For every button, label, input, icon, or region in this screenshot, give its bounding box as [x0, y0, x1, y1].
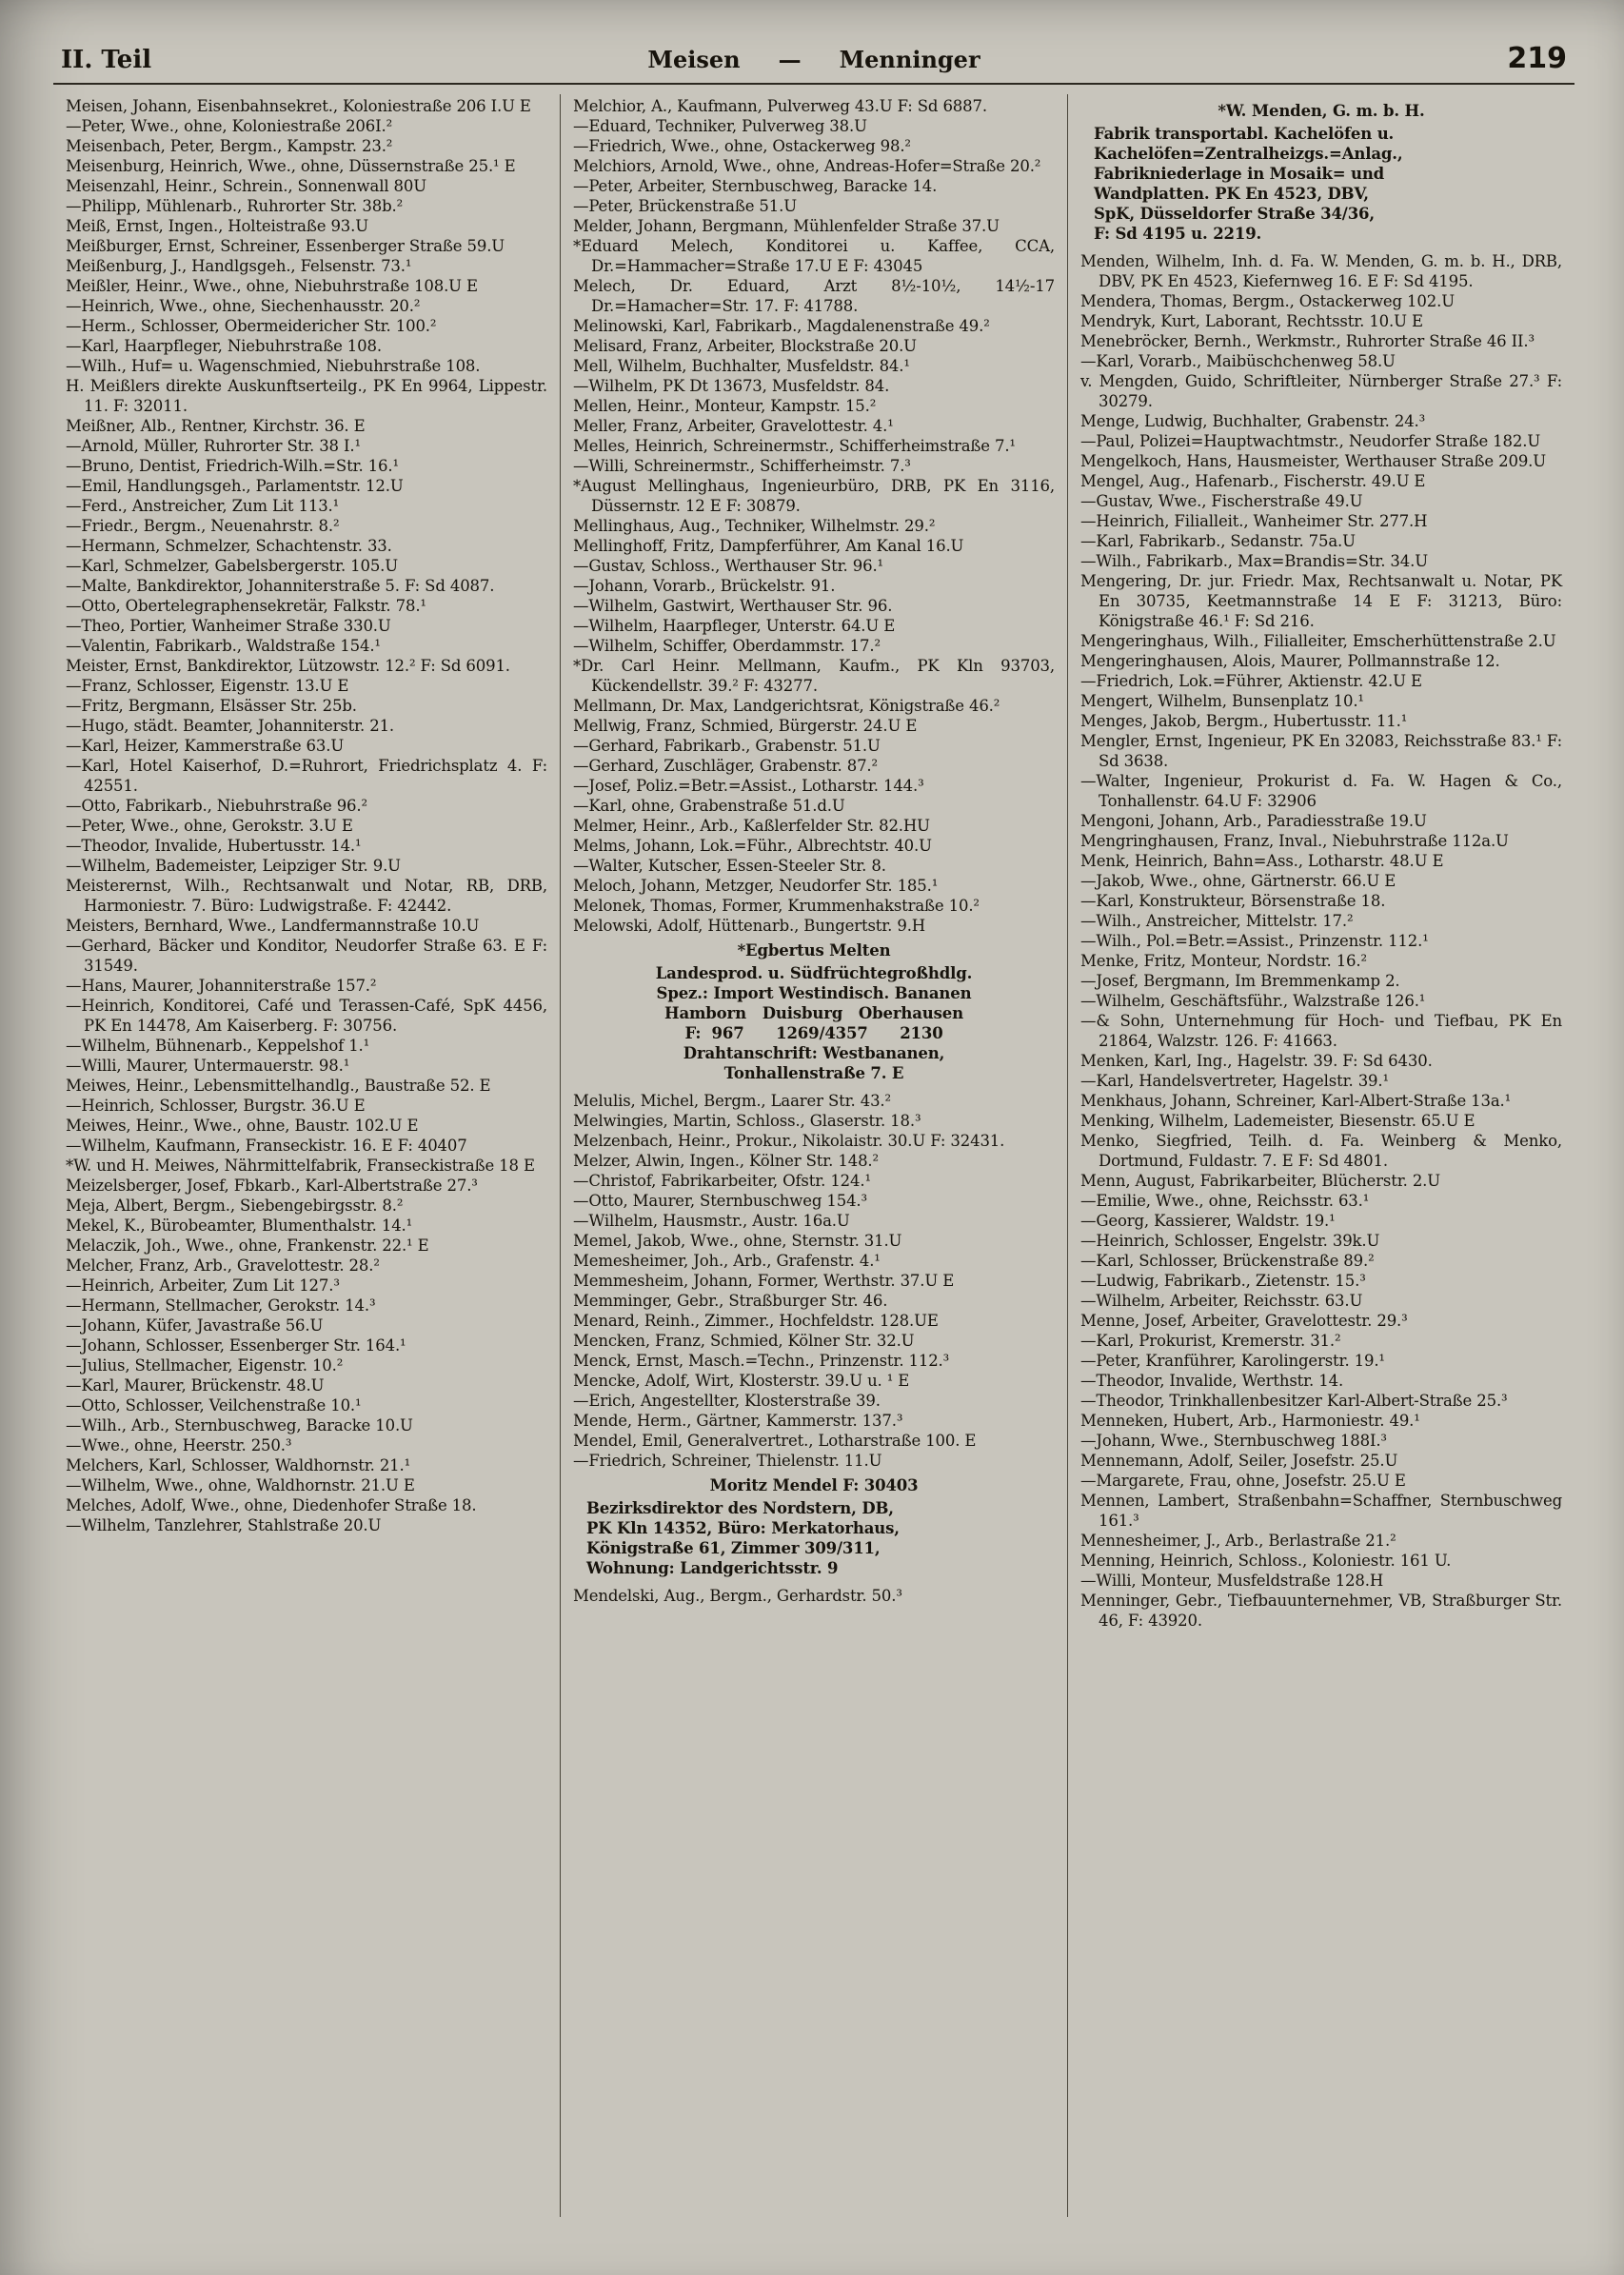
- directory-entry: Mencken, Franz, Schmied, Kölner Str. 32.U: [573, 1332, 915, 1350]
- directory-entry: Meißburger, Ernst, Schreiner, Essenberger Straße 59.U: [66, 237, 505, 255]
- directory-entry: —Gerhard, Fabrikarb., Grabenstr. 51.U: [573, 737, 881, 755]
- directory-entry: Melwingies, Martin, Schloss., Glaserstr. 18.³: [573, 1112, 921, 1130]
- directory-entry: —Wilh., Arb., Sternbuschweg, Baracke 10.U: [66, 1416, 413, 1434]
- ad-title: Moritz Mendel F: 30403: [709, 1476, 919, 1494]
- directory-entry: —Georg, Kassierer, Waldstr. 19.¹: [1080, 1212, 1336, 1230]
- directory-entry: Melaczik, Joh., Wwe., ohne, Frankenstr. 22.¹ E: [66, 1236, 429, 1255]
- ad-centered-line: Spez.: Import Westindisch. Bananen: [656, 984, 972, 1002]
- directory-entry: —Heinrich, Filialleit., Wanheimer Str. 277.H: [1080, 512, 1428, 530]
- directory-entry: Menne, Josef, Arbeiter, Gravelottestr. 29.³: [1080, 1312, 1408, 1330]
- directory-entry: Mengringhausen, Franz, Inval., Niebuhrstraße 112a.U: [1080, 832, 1509, 850]
- directory-entry: —Otto, Schlosser, Veilchenstraße 10.¹: [66, 1396, 362, 1414]
- directory-entry: Meloch, Johann, Metzger, Neudorfer Str. 185.¹: [573, 877, 939, 895]
- directory-entry: —& Sohn, Unternehmung für Hoch- und Tiefbau, PK En 21864, Walzstr. 126. F: 41663.: [1080, 1012, 1562, 1050]
- directory-entry: —Walter, Ingenieur, Prokurist d. Fa. W. Hagen & Co., Tonhallenstr. 64.U F: 32906: [1080, 772, 1562, 810]
- directory-entry: Menninger, Gebr., Tiefbauunternehmer, VB, Straßburger Str. 46, F: 43920.: [1080, 1592, 1562, 1630]
- ad-body-line: Bezirksdirektor des Nordstern, DB,: [586, 1499, 894, 1517]
- directory-entry: Mengelkoch, Hans, Hausmeister, Werthauser Straße 209.U: [1080, 452, 1547, 470]
- column-container: [53, 94, 1574, 2217]
- directory-entry: —Peter, Kranführer, Karolingerstr. 19.¹: [1080, 1352, 1385, 1370]
- directory-entry: Mennemann, Adolf, Seiler, Josefstr. 25.U: [1080, 1452, 1398, 1470]
- directory-entry: Melzenbach, Heinr., Prokur., Nikolaistr. 30.U F: 32431.: [573, 1132, 1005, 1150]
- directory-entry: Mengel, Aug., Hafenarb., Fischerstr. 49.U E: [1080, 472, 1426, 490]
- directory-entry: —Wilh., Pol.=Betr.=Assist., Prinzenstr. 112.¹: [1080, 932, 1429, 950]
- directory-entry: —Karl, Vorarb., Maibüschchenweg 58.U: [1080, 352, 1396, 370]
- directory-entry: —Erich, Angestellter, Klosterstraße 39.: [573, 1392, 881, 1410]
- directory-entry: Mengeringhausen, Alois, Maurer, Pollmannstraße 12.: [1080, 652, 1500, 670]
- ad-body-line: Wandplatten. PK En 4523, DBV,: [1094, 185, 1369, 203]
- directory-entry: Mellmann, Dr. Max, Landgerichtsrat, Königstraße 46.²: [573, 697, 1000, 715]
- directory-entry: —Christof, Fabrikarbeiter, Ofstr. 124.¹: [573, 1172, 871, 1190]
- directory-entry: —Friedrich, Lok.=Führer, Aktienstr. 42.U E: [1080, 672, 1422, 690]
- ad-title: *Egbertus Melten: [737, 941, 891, 959]
- directory-entry: —Karl, Schmelzer, Gabelsbergerstr. 105.U: [66, 557, 399, 575]
- directory-entry: —Ferd., Anstreicher, Zum Lit 113.¹: [66, 497, 340, 515]
- header-rule: [53, 83, 1574, 85]
- directory-entry: Menneken, Hubert, Arb., Harmoniestr. 49.¹: [1080, 1412, 1420, 1430]
- directory-entry: —Emil, Handlungsgeh., Parlamentstr. 12.U: [66, 477, 404, 495]
- directory-entry: —Wwe., ohne, Heerstr. 250.³: [66, 1436, 292, 1454]
- directory-entry: Meiß, Ernst, Ingen., Holteistraße 93.U: [66, 217, 368, 235]
- directory-entry: v. Mengden, Guido, Schriftleiter, Nürnberger Straße 27.³ F: 30279.: [1080, 372, 1562, 410]
- directory-entry: —Wilhelm, Geschäftsführ., Walzstraße 126.¹: [1080, 992, 1426, 1010]
- directory-entry: —Willi, Schreinermstr., Schifferheimstr. 7.³: [573, 457, 911, 475]
- directory-entry: Menges, Jakob, Bergm., Hubertusstr. 11.¹: [1080, 712, 1408, 730]
- directory-entry: —Theo, Portier, Wanheimer Straße 330.U: [66, 617, 391, 635]
- directory-entry: —Heinrich, Arbeiter, Zum Lit 127.³: [66, 1276, 340, 1295]
- directory-entry: —Herm., Schlosser, Obermeidericher Str. 100.²: [66, 317, 437, 335]
- directory-entry: —Peter, Arbeiter, Sternbuschweg, Baracke 14.: [573, 177, 938, 195]
- ad-body-line: Königstraße 61, Zimmer 309/311,: [586, 1539, 881, 1557]
- directory-entry: Mennen, Lambert, Straßenbahn=Schaffner, Sternbuschweg 161.³: [1080, 1492, 1562, 1530]
- ad-body-line: Fabrik transportabl. Kachelöfen u.: [1094, 125, 1395, 143]
- directory-entry: —Wilhelm, Schiffer, Oberdammstr. 17.²: [573, 637, 881, 655]
- directory-entry: Mendel, Emil, Generalvertret., Lotharstraße 100. E: [573, 1432, 977, 1450]
- header-name-range: [347, 46, 1281, 73]
- directory-entry: Menck, Ernst, Masch.=Techn., Prinzenstr. 112.³: [573, 1352, 950, 1370]
- directory-entry: —Wilhelm, Wwe., ohne, Waldhornstr. 21.U E: [66, 1476, 415, 1494]
- directory-entry: Mellinghaus, Aug., Techniker, Wilhelmstr. 29.²: [573, 517, 936, 535]
- directory-entry: Melmer, Heinr., Arb., Kaßlerfelder Str. 82.HU: [573, 817, 930, 835]
- directory-entry: —Hans, Maurer, Johanniterstraße 157.²: [66, 977, 377, 995]
- directory-entry: Mende, Herm., Gärtner, Kammerstr. 137.³: [573, 1412, 903, 1430]
- directory-entry: Menge, Ludwig, Buchhalter, Grabenstr. 24.³: [1080, 412, 1426, 430]
- directory-entry: —Wilhelm, Gastwirt, Werthauser Str. 96.: [573, 597, 893, 615]
- directory-entry: —Heinrich, Schlosser, Engelstr. 39k.U: [1080, 1232, 1380, 1250]
- directory-entry: —Peter, Wwe., ohne, Gerokstr. 3.U E: [66, 817, 353, 835]
- directory-entry: Mengler, Ernst, Ingenieur, PK En 32083, Reichsstraße 83.¹ F: Sd 3638.: [1080, 732, 1562, 770]
- directory-entry: Melisard, Franz, Arbeiter, Blockstraße 20.U: [573, 337, 917, 355]
- directory-entry: —Josef, Bergmann, Im Bremmenkamp 2.: [1080, 972, 1400, 990]
- directory-entry: Mengering, Dr. jur. Friedr. Max, Rechtsanwalt u. Notar, PK En 30735, Keetmannstraße 14 E F: 31213, Büro: Königstraße 46.¹ F: Sd 216.: [1080, 572, 1562, 630]
- column-2: [560, 94, 1067, 2217]
- directory-entry: Memesheimer, Joh., Arb., Grafenstr. 4.¹: [573, 1252, 881, 1270]
- ad-centered-line: Tonhallenstraße 7. E: [723, 1064, 904, 1082]
- directory-entry: —Jakob, Wwe., ohne, Gärtnerstr. 66.U E: [1080, 872, 1396, 890]
- directory-entry: Mellinghoff, Fritz, Dampferführer, Am Kanal 16.U: [573, 537, 964, 555]
- directory-entry: —Wilhelm, Bademeister, Leipziger Str. 9.U: [66, 857, 401, 875]
- directory-entry: Meißner, Alb., Rentner, Kirchstr. 36. E: [66, 417, 366, 435]
- directory-entry: Mengeringhaus, Wilh., Filialleiter, Emscherhüttenstraße 2.U: [1080, 632, 1556, 650]
- directory-entry: —Gustav, Wwe., Fischerstraße 49.U: [1080, 492, 1363, 510]
- directory-entry: —Friedrich, Wwe., ohne, Ostackerweg 98.²: [573, 137, 911, 155]
- directory-entry: Melinowski, Karl, Fabrikarb., Magdalenenstraße 49.²: [573, 317, 990, 335]
- directory-entry: Meisenburg, Heinrich, Wwe., ohne, Düssernstraße 25.¹ E: [66, 157, 516, 175]
- column-3: [1067, 94, 1574, 2217]
- spacer: [1080, 244, 1562, 251]
- directory-entry: Melles, Heinrich, Schreinermstr., Schifferheimstraße 7.¹: [573, 437, 1016, 455]
- directory-entry: —Karl, Handelsvertreter, Hagelstr. 39.¹: [1080, 1072, 1389, 1090]
- directory-entry: Meller, Franz, Arbeiter, Gravelottestr. 4.¹: [573, 417, 894, 435]
- directory-entry: —Julius, Stellmacher, Eigenstr. 10.²: [66, 1356, 344, 1375]
- directory-entry: —Heinrich, Konditorei, Café und Terassen-Café, SpK 4456, PK En 14478, Am Kaiserberg. F: 30756.: [66, 997, 547, 1035]
- part-label: II. Teil: [61, 46, 152, 74]
- directory-entry: —Bruno, Dentist, Friedrich-Wilh.=Str. 16.¹: [66, 457, 399, 475]
- directory-entry: Meja, Albert, Bergm., Siebengebirgsstr. 8.²: [66, 1197, 404, 1215]
- ad-body-line: Fabrikniederlage in Mosaik= und: [1094, 165, 1385, 183]
- directory-entry: Melchiors, Arnold, Wwe., ohne, Andreas-Hofer=Straße 20.²: [573, 157, 1041, 175]
- page-header: [53, 38, 1574, 83]
- directory-entry: H. Meißlers direkte Auskunftserteilg., PK En 9964, Lippestr. 11. F: 32011.: [66, 377, 547, 415]
- directory-entry: —Peter, Wwe., ohne, Koloniestraße 206I.²: [66, 117, 393, 135]
- directory-entry: —Emilie, Wwe., ohne, Reichsstr. 63.¹: [1080, 1192, 1370, 1210]
- directory-entry: —Karl, Heizer, Kammerstraße 63.U: [66, 737, 345, 755]
- directory-entry: Melder, Johann, Bergmann, Mühlenfelder Straße 37.U: [573, 217, 1000, 235]
- directory-entry: Menke, Fritz, Monteur, Nordstr. 16.²: [1080, 952, 1367, 970]
- ad-centered-line: Landesprod. u. Südfrüchtegroßhdlg.: [655, 964, 973, 982]
- directory-entry: —Karl, Fabrikarb., Sedanstr. 75a.U: [1080, 532, 1356, 550]
- directory-entry: —Peter, Brückenstraße 51.U: [573, 197, 797, 215]
- directory-entry: —Eduard, Techniker, Pulverweg 38.U: [573, 117, 867, 135]
- directory-entry: —Karl, Prokurist, Kremerstr. 31.²: [1080, 1332, 1341, 1350]
- directory-entry: —Wilhelm, Haarpfleger, Unterstr. 64.U E: [573, 617, 896, 635]
- directory-entry: *August Mellinghaus, Ingenieurbüro, DRB, PK En 3116, Düssernstr. 12 E F: 30879.: [573, 477, 1055, 515]
- directory-entry: *Dr. Carl Heinr. Mellmann, Kaufm., PK Kln 93703, Kückendellstr. 39.² F: 43277.: [573, 657, 1055, 695]
- directory-entry: —Wilhelm, Hausmstr., Austr. 16a.U: [573, 1212, 850, 1230]
- directory-entry: Menking, Wilhelm, Lademeister, Biesenstr. 65.U E: [1080, 1112, 1475, 1130]
- directory-entry: —Wilhelm, Bühnenarb., Keppelshof 1.¹: [66, 1037, 370, 1055]
- directory-entry: Melulis, Michel, Bergm., Laarer Str. 43.²: [573, 1092, 891, 1110]
- directory-entry: —Gustav, Schloss., Werthauser Str. 96.¹: [573, 557, 884, 575]
- directory-entry: Melchers, Karl, Schlosser, Waldhornstr. 21.¹: [66, 1456, 411, 1474]
- directory-entry: Meisterernst, Wilh., Rechtsanwalt und Notar, RB, DRB, Harmoniestr. 7. Büro: Ludwigstraße. F: 42442.: [66, 877, 547, 915]
- directory-entry: —Otto, Fabrikarb., Niebuhrstraße 96.²: [66, 797, 367, 815]
- directory-entry: —Johann, Vorarb., Brückelstr. 91.: [573, 577, 836, 595]
- directory-entry: —Philipp, Mühlenarb., Ruhrorter Str. 38b.²: [66, 197, 404, 215]
- directory-entry: Meißenburg, J., Handlgsgeh., Felsenstr. 73.¹: [66, 257, 412, 275]
- directory-entry: Meister, Ernst, Bankdirektor, Lützowstr. 12.² F: Sd 6091.: [66, 657, 510, 675]
- directory-entry: Mellen, Heinr., Monteur, Kampstr. 15.²: [573, 397, 877, 415]
- directory-entry: Menkhaus, Johann, Schreiner, Karl-Albert-Straße 13a.¹: [1080, 1092, 1512, 1110]
- directory-entry: —Ludwig, Fabrikarb., Zietenstr. 15.³: [1080, 1272, 1366, 1290]
- directory-entry: —Gerhard, Zuschläger, Grabenstr. 87.²: [573, 757, 878, 775]
- directory-entry: —Hermann, Schmelzer, Schachtenstr. 33.: [66, 537, 392, 555]
- directory-entry: —Valentin, Fabrikarb., Waldstraße 154.¹: [66, 637, 381, 655]
- directory-entry: —Friedrich, Schreiner, Thielenstr. 11.U: [573, 1452, 882, 1470]
- page-number: 219: [1507, 42, 1567, 75]
- directory-entry: Meißler, Heinr., Wwe., ohne, Niebuhrstraße 108.U E: [66, 277, 478, 295]
- directory-entry: —Theodor, Invalide, Hubertusstr. 14.¹: [66, 837, 362, 855]
- ad-body-line: Wohnung: Landgerichtsstr. 9: [586, 1559, 839, 1577]
- directory-entry: —Karl, Maurer, Brückenstr. 48.U: [66, 1376, 325, 1395]
- directory-entry: —Wilhelm, Tanzlehrer, Stahlstraße 20.U: [66, 1516, 382, 1534]
- directory-entry: Meiwes, Heinr., Lebensmittelhandlg., Baustraße 52. E: [66, 1077, 491, 1095]
- header-last-name: Menninger: [839, 46, 980, 73]
- directory-entry: Mennesheimer, J., Arb., Berlastraße 21.²: [1080, 1532, 1396, 1550]
- directory-entry: Menk, Heinrich, Bahn=Ass., Lotharstr. 48.U E: [1080, 852, 1444, 870]
- directory-entry: Meisenbach, Peter, Bergm., Kampstr. 23.²: [66, 137, 393, 155]
- directory-entry: —Karl, Schlosser, Brückenstraße 89.²: [1080, 1252, 1375, 1270]
- directory-entry: —Paul, Polizei=Hauptwachtmstr., Neudorfer Straße 182.U: [1080, 432, 1541, 450]
- ad-centered-line: Drahtanschrift: Westbananen,: [683, 1044, 945, 1062]
- directory-entry: —Wilhelm, PK Dt 13673, Musfeldstr. 84.: [573, 377, 890, 395]
- directory-entry: —Malte, Bankdirektor, Johanniterstraße 5. F: Sd 4087.: [66, 577, 495, 595]
- directory-entry: Memel, Jakob, Wwe., ohne, Sternstr. 31.U: [573, 1232, 902, 1250]
- directory-entry: —Karl, Haarpfleger, Niebuhrstraße 108.: [66, 337, 382, 355]
- directory-entry: Menebröcker, Bernh., Werkmstr., Ruhrorter Straße 46 II.³: [1080, 332, 1535, 350]
- directory-entry: —Josef, Poliz.=Betr.=Assist., Lotharstr. 144.³: [573, 777, 924, 795]
- directory-entry: —Hermann, Stellmacher, Gerokstr. 14.³: [66, 1296, 376, 1315]
- ad-title: *W. Menden, G. m. b. H.: [1218, 102, 1425, 120]
- ad-body-line: Kachelöfen=Zentralheizgs.=Anlag.,: [1094, 145, 1403, 163]
- directory-entry: Memmesheim, Johann, Former, Werthstr. 37.U E: [573, 1272, 955, 1290]
- directory-entry: —Karl, ohne, Grabenstraße 51.d.U: [573, 797, 845, 815]
- directory-entry: Mengert, Wilhelm, Bunsenplatz 10.¹: [1080, 692, 1364, 710]
- directory-entry: —Theodor, Invalide, Werthstr. 14.: [1080, 1372, 1344, 1390]
- directory-entry: —Heinrich, Wwe., ohne, Siechenhausstr. 20.²: [66, 297, 421, 315]
- ad-body-line: F: Sd 4195 u. 2219.: [1094, 225, 1262, 243]
- directory-entry: —Willi, Maurer, Untermauerstr. 98.¹: [66, 1057, 350, 1075]
- directory-entry: —Theodor, Trinkhallenbesitzer Karl-Albert-Straße 25.³: [1080, 1392, 1508, 1410]
- directory-entry: Meisters, Bernhard, Wwe., Landfermannstraße 10.U: [66, 917, 480, 935]
- directory-entry: —Wilh., Anstreicher, Mittelstr. 17.²: [1080, 912, 1354, 930]
- directory-entry: —Margarete, Frau, ohne, Josefstr. 25.U E: [1080, 1472, 1406, 1490]
- directory-entry: Memminger, Gebr., Straßburger Str. 46.: [573, 1292, 888, 1310]
- directory-entry: Menard, Reinh., Zimmer., Hochfeldstr. 128.UE: [573, 1312, 939, 1330]
- directory-entry: Mengoni, Johann, Arb., Paradiesstraße 19.U: [1080, 812, 1427, 830]
- directory-entry: —Wilhelm, Arbeiter, Reichsstr. 63.U: [1080, 1292, 1363, 1310]
- directory-entry: —Arnold, Müller, Ruhrorter Str. 38 I.¹: [66, 437, 361, 455]
- directory-entry: Melech, Dr. Eduard, Arzt 8½-10½, 14½-17 Dr.=Hamacher=Str. 17. F: 41788.: [573, 277, 1055, 315]
- directory-entry: —Franz, Schlosser, Eigenstr. 13.U E: [66, 677, 349, 695]
- directory-entry: Melchior, A., Kaufmann, Pulverweg 43.U F: Sd 6887.: [573, 97, 987, 115]
- directory-entry: Mendryk, Kurt, Laborant, Rechtsstr. 10.U E: [1080, 312, 1423, 330]
- directory-entry: Menken, Karl, Ing., Hagelstr. 39. F: Sd 6430.: [1080, 1052, 1433, 1070]
- directory-entry: Meisenzahl, Heinr., Schrein., Sonnenwall 80U: [66, 177, 426, 195]
- directory-entry: —Johann, Küfer, Javastraße 56.U: [66, 1316, 324, 1335]
- directory-entry: *Eduard Melech, Konditorei u. Kaffee, CCA, Dr.=Hammacher=Straße 17.U E F: 43045: [573, 237, 1055, 275]
- directory-entry: Mendelski, Aug., Bergm., Gerhardstr. 50.³: [573, 1587, 902, 1605]
- directory-entry: Mekel, K., Bürobeamter, Blumenthalstr. 14.¹: [66, 1217, 413, 1235]
- directory-entry: Meisen, Johann, Eisenbahnsekret., Koloniestraße 206 I.U E: [66, 97, 531, 115]
- directory-entry: Menden, Wilhelm, Inh. d. Fa. W. Menden, G. m. b. H., DRB, DBV, PK En 4523, Kiefernweg 16. E F: Sd 4195.: [1080, 252, 1562, 290]
- directory-entry: —Hugo, städt. Beamter, Johanniterstr. 21.: [66, 717, 395, 735]
- ad-body-line: SpK, Düsseldorfer Straße 34/36,: [1094, 205, 1375, 223]
- directory-entry: Meiwes, Heinr., Wwe., ohne, Baustr. 102.U E: [66, 1117, 419, 1135]
- directory-entry: —Wilh., Fabrikarb., Max=Brandis=Str. 34.U: [1080, 552, 1428, 570]
- directory-entry: —Wilhelm, Kaufmann, Franseckistr. 16. E F: 40407: [66, 1137, 467, 1155]
- ad-centered-line: F: 967 1269/4357 2130: [684, 1024, 943, 1042]
- directory-entry: —Wilh., Huf= u. Wagenschmied, Niebuhrstraße 108.: [66, 357, 481, 375]
- directory-entry: Mellwig, Franz, Schmied, Bürgerstr. 24.U E: [573, 717, 918, 735]
- directory-entry: Menko, Siegfried, Teilh. d. Fa. Weinberg & Menko, Dortmund, Fuldastr. 7. E F: Sd 4801.: [1080, 1132, 1562, 1170]
- directory-entry: —Heinrich, Schlosser, Burgstr. 36.U E: [66, 1097, 366, 1115]
- directory-entry: Melonek, Thomas, Former, Krummenhakstraße 10.²: [573, 897, 980, 915]
- directory-entry: —Willi, Monteur, Musfeldstraße 128.H: [1080, 1572, 1384, 1590]
- directory-entry: —Johann, Schlosser, Essenberger Str. 164.¹: [66, 1336, 406, 1355]
- directory-entry: Melms, Johann, Lok.=Führ., Albrechtstr. 40.U: [573, 837, 932, 855]
- directory-entry: Melches, Adolf, Wwe., ohne, Diedenhofer Straße 18.: [66, 1496, 477, 1514]
- directory-entry: —Johann, Wwe., Sternbuschweg 188I.³: [1080, 1432, 1387, 1450]
- directory-entry: Mendera, Thomas, Bergm., Ostackerweg 102.U: [1080, 292, 1455, 310]
- directory-entry: *W. und H. Meiwes, Nährmittelfabrik, Franseckistraße 18 E: [66, 1157, 535, 1175]
- directory-entry: —Friedr., Bergm., Neuenahrstr. 8.²: [66, 517, 340, 535]
- directory-entry: Meizelsberger, Josef, Fbkarb., Karl-Albertstraße 27.³: [66, 1177, 478, 1195]
- spacer: [573, 1083, 1055, 1091]
- directory-entry: —Otto, Maurer, Sternbuschweg 154.³: [573, 1192, 867, 1210]
- header-first-name: Meisen: [647, 46, 741, 73]
- directory-entry: Menn, August, Fabrikarbeiter, Blücherstr. 2.U: [1080, 1172, 1441, 1190]
- directory-entry: —Gerhard, Bäcker und Konditor, Neudorfer Straße 63. E F: 31549.: [66, 937, 547, 975]
- directory-entry: —Walter, Kutscher, Essen-Steeler Str. 8.: [573, 857, 886, 875]
- directory-entry: Menning, Heinrich, Schloss., Koloniestr. 161 U.: [1080, 1552, 1452, 1570]
- directory-entry: —Karl, Hotel Kaiserhof, D.=Ruhrort, Friedrichsplatz 4. F: 42551.: [66, 757, 547, 795]
- directory-entry: —Karl, Konstrukteur, Börsenstraße 18.: [1080, 892, 1386, 910]
- directory-entry: Mell, Wilhelm, Buchhalter, Musfeldstr. 84.¹: [573, 357, 910, 375]
- header-dash: —: [778, 46, 802, 73]
- spacer: [573, 1578, 1055, 1586]
- directory-entry: —Otto, Obertelegraphensekretär, Falkstr. 78.¹: [66, 597, 426, 615]
- directory-entry: Melcher, Franz, Arb., Gravelottestr. 28.²: [66, 1256, 380, 1275]
- directory-entry: Melowski, Adolf, Hüttenarb., Bungertstr. 9.H: [573, 917, 926, 935]
- directory-entry: —Fritz, Bergmann, Elsässer Str. 25b.: [66, 697, 357, 715]
- ad-body-line: PK Kln 14352, Büro: Merkatorhaus,: [586, 1519, 900, 1537]
- column-1: [53, 94, 560, 2217]
- directory-entry: Melzer, Alwin, Ingen., Kölner Str. 148.²: [573, 1152, 879, 1170]
- directory-entry: Mencke, Adolf, Wirt, Klosterstr. 39.U u. ¹ E: [573, 1372, 910, 1390]
- ad-centered-line: Hamborn Duisburg Oberhausen: [664, 1004, 963, 1022]
